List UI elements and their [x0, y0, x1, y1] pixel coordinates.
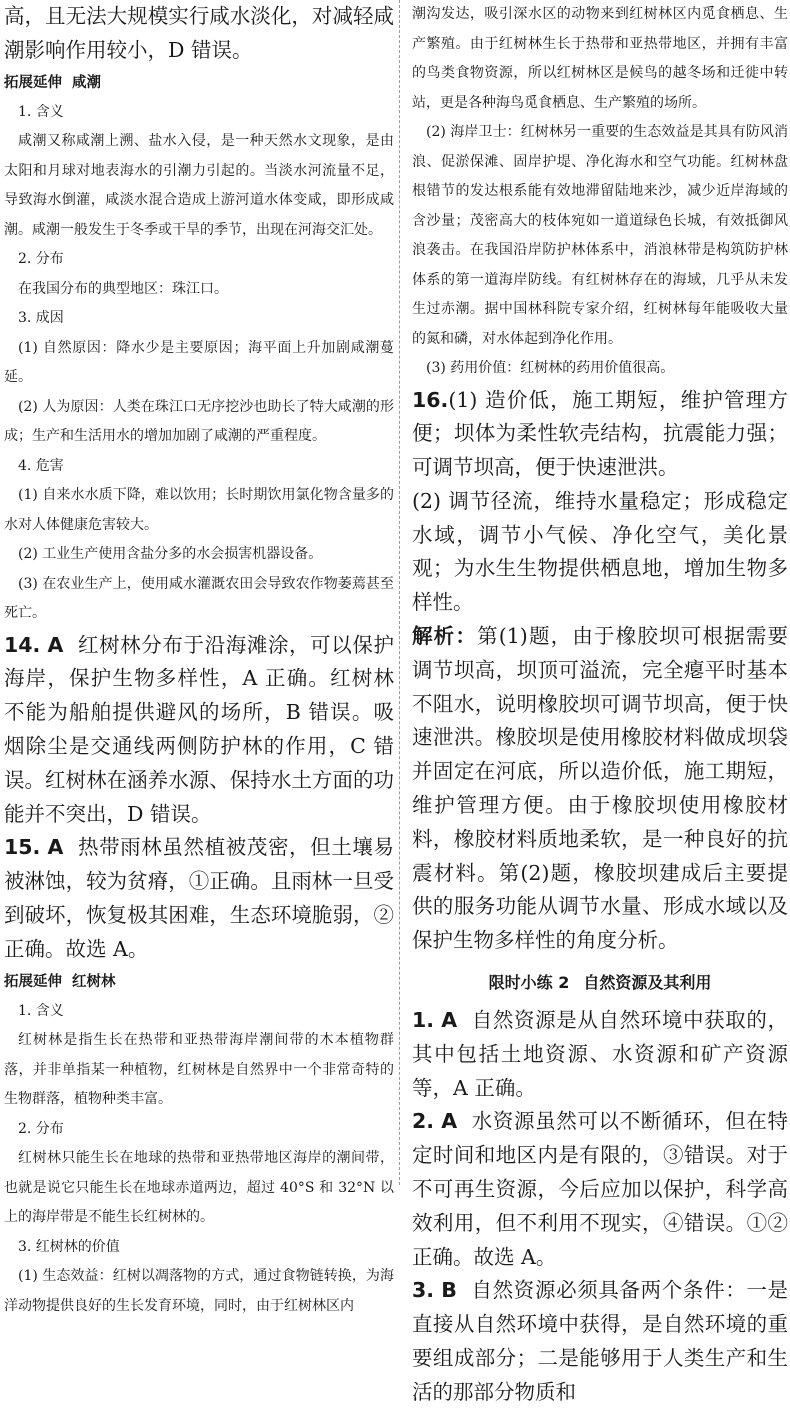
paragraph: (2) 人为原因：人类在珠江口无序挖沙也助长了特大咸潮的形成；生产和生活用水的增加加剧了咸潮的严重程度。: [4, 398, 394, 445]
right-column: [412, 0, 788, 1410]
subheading: 2. 分布: [18, 1120, 64, 1137]
answer-15: 15. A 热带雨林虽然植被茂密，但土壤易被淋蚀，较为贫瘠，①正确。且雨林一旦受到破坏，恢复极其困难，生态环境脆弱，②正确。故选 A。: [4, 835, 394, 961]
column-divider: [399, 0, 400, 1185]
extension-box-salt-tide: [4, 68, 394, 629]
paragraph: (3) 在农业生产上，使用咸水灌溉农田会导致农作物萎蔫甚至死亡。: [4, 575, 394, 622]
answer-1: 1. A 自然资源是从自然环境中获取的，其中包括土地资源、水资源和矿产资源等，A 正确。: [412, 1008, 788, 1100]
paragraph: (2) 工业生产使用含盐分多的水会损害机器设备。: [18, 546, 323, 563]
paragraph: 红树林只能生长在地球的热带和亚热带地区海岸的潮间带，也就是说它只能生长在地球赤道两边，超过 40°S 和 32°N 以上的海岸带是不能生长红树林的。: [4, 1150, 394, 1226]
answer-16-part1: 16.(1) 造价低，施工期短，维护管理方便；坝体为柔性软壳结构，抗震能力强；可调节坝高，便于快速泄洪。: [412, 387, 788, 480]
paragraph: (1) 生态效益：红树以凋落物的方式，通过食物链转换，为海洋动物提供良好的生长发育环境，同时，由于红树林区内: [4, 1268, 394, 1314]
answer-16-analysis: 解析：第(1)题，由于橡胶坝可根据需要调节坝高，坝顶可溢流，完全瘪平时基本不阻水，说明橡胶坝可调节坝高，便于快速泄洪。橡胶坝是使用橡胶材料做成坝袋并固定在河底，所以造价低，施工期短，维护管理方便。由于橡胶坝使用橡胶材料，橡胶材料质地柔软，是一种良好的抗震材料。第(2)题，橡胶坝建成后主要提供的服务功能从调节水量、形成水域以及保护生物多样性的角度分析。: [412, 624, 788, 953]
paragraph: (2) 海岸卫士：红树林另一重要的生态效益是其具有防风消浪、促淤保滩、固岸护堤、净化海水和空气功能。红树林盘根错节的发达根系能有效地滞留陆地来沙，减少近岸海域的含沙量；茂密高大的枝体宛如一道道绿色长城，有效抵御风浪袭击。在我国沿岸防护林体系中，消浪林带是构筑防护林体系的第一道海岸防线。有红树林存在的海域，几乎从未发生过赤潮。据中国林科院专家介绍，红树林每年能吸收大量的氮和磷，对水体起到净化作用。: [412, 124, 788, 347]
extension-heading: 拓展延伸 咸潮: [4, 74, 101, 91]
answer-14: 14. A 红树林分布于沿海滩涂，可以保护海岸，保护生物多样性，A 正确。红树林不能为船舶提供避风的场所，B 错误。吸烟除尘是交通线两侧防护林的作用，C 错误。红树林在涵养水源、保持水土方面的功能并不突出，D 错误。: [4, 632, 394, 826]
answer-13-continuation: 高，且无法大规模实行咸水淡化，对减轻咸潮影响作用较小，D 错误。: [4, 4, 394, 62]
subheading: 4. 危害: [18, 457, 64, 474]
paragraph: (3) 药用价值：红树林的药用价值很高。: [426, 360, 675, 376]
subheading: 3. 成因: [18, 310, 64, 327]
answer-3: 3. B 自然资源必须具备两个条件：一是直接从自然环境中获得，是自然环境的重要组成部分；二是能够用于人类生产和生活的那部分物质和: [412, 1278, 788, 1404]
answer-16-part2: (2) 调节径流，维持水量稳定；形成稳定水域，调节小气候、净化空气，美化景观；为水生生物提供栖息地，增加生物多样性。: [412, 488, 788, 615]
paragraph: 红树林是指生长在热带和亚热带海岸潮间带的木本植物群落，并非单指某一种植物，红树林是自然界中一个非常奇特的生物群落，植物种类丰富。: [4, 1032, 394, 1108]
paragraph: 咸潮又称咸潮上溯、盐水入侵，是一种天然水文现象，是由太阳和月球对地表海水的引潮力引起的。当淡水河流量不足，导致海水倒灌，咸淡水混合造成上游河道水体变咸，即形成咸潮。咸潮一般发生于冬季或干旱的季节，出现在河海交汇处。: [4, 133, 394, 238]
paragraph-continuation: 潮沟发达，吸引深水区的动物来到红树林区内觅食栖息、生产繁殖。由于红树林生长于热带和亚热带地区，并拥有丰富的鸟类食物资源，所以红树林区是候鸟的越冬场和迁徙中转站，更是各种海鸟觅食栖息、生产繁殖的场所。: [412, 6, 788, 111]
paragraph: 在我国分布的典型地区：珠江口。: [18, 280, 228, 297]
left-column: [4, 0, 394, 1321]
paragraph: (1) 自来水水质下降，难以饮用；长时期饮用氯化物含量多的水对人体健康危害较大。: [4, 487, 394, 533]
answer-2: 2. A 水资源虽然可以不断循环，但在特定时间和地区内是有限的，③错误。对于不可再生资源，今后应加以保护，科学高效利用，但不利用不现实，④错误。①②正确。故选 A。: [412, 1109, 788, 1269]
paragraph: (1) 自然原因：降水少是主要原因；海平面上升加剧咸潮蔓延。: [4, 339, 394, 386]
subheading: 3. 红树林的价值: [18, 1238, 120, 1255]
extension-box-mangrove: [4, 967, 394, 1322]
subheading: 1. 含义: [18, 103, 64, 120]
subheading: 2. 分布: [18, 251, 64, 268]
section-title: 限时小练 2 自然资源及其利用: [488, 973, 712, 993]
extension-heading: 拓展延伸 红树林: [4, 973, 116, 990]
subheading: 1. 含义: [18, 1002, 64, 1019]
